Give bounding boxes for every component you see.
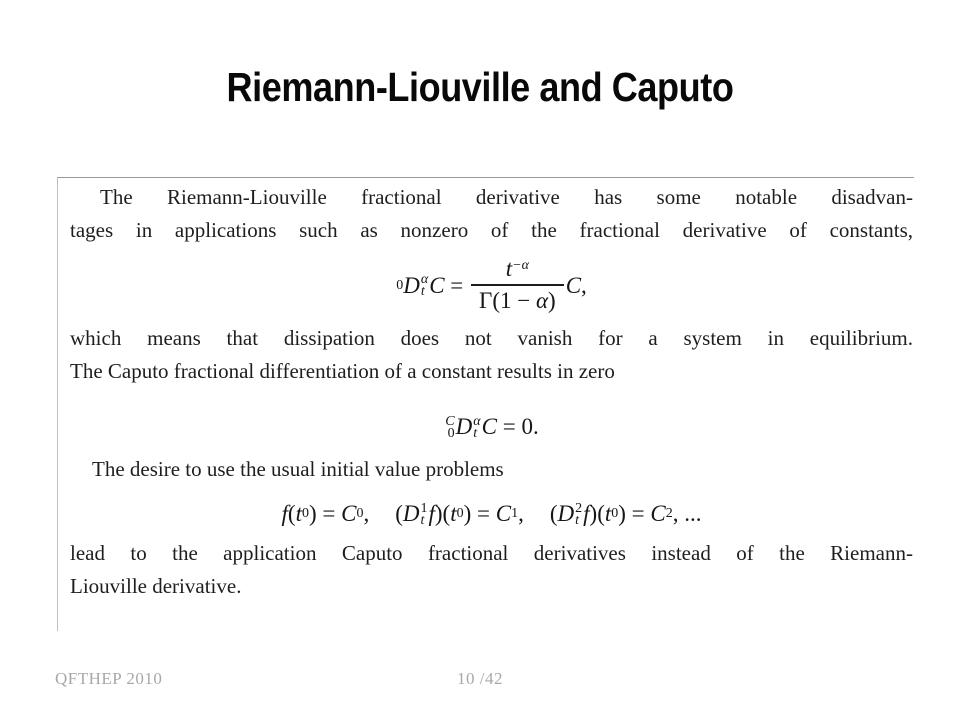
ivp3-c-subscript: 2	[665, 506, 673, 522]
caputo-prescript-stack	[445, 413, 455, 441]
rl-denominator-gamma: Γ(1 −	[479, 288, 536, 314]
formula-riemann-liouville	[70, 256, 913, 315]
paragraph-2-line-1: which means that dissipation does not vanish for a system in equilibrium.	[70, 325, 913, 350]
caputo-rhs: 0.	[521, 414, 539, 440]
paragraph-1-line-2: tages in applications such as nonzero of the fractional derivative of constants,	[70, 218, 913, 242]
ivp2-t-subscript: 0	[456, 506, 464, 522]
rl-fraction	[471, 256, 564, 315]
ivp1-f: f	[281, 501, 288, 527]
caputo-subscript-t: t	[473, 425, 478, 441]
footer-page-number: 10 /42	[457, 669, 503, 688]
ivp2-c-subscript: 1	[511, 506, 519, 522]
ivp3-t-subscript: 0	[611, 506, 619, 522]
ivp1-t: t	[295, 501, 302, 527]
ivp2-t: t	[450, 501, 457, 527]
rl-equals: =	[444, 272, 470, 298]
ivp3-tail: , ...	[672, 501, 702, 527]
ivp3-c: C	[650, 501, 666, 527]
rl-subscript-t: t	[420, 284, 425, 300]
rl-numerator-t: t	[505, 256, 513, 281]
caputo-equals: =	[496, 414, 522, 440]
ivp3-f: f	[583, 501, 590, 527]
rl-script-stack	[421, 274, 428, 298]
ivp2-d: D	[402, 501, 420, 527]
ivp1-equals: ) =	[308, 501, 342, 527]
formula-caputo	[70, 400, 913, 444]
caputo-prescript-zero: 0	[447, 425, 455, 441]
ivp3-subscript-t: t	[575, 512, 580, 528]
ivp3-mid: )(	[589, 501, 605, 527]
ivp1-c-subscript: 0	[356, 506, 364, 522]
rl-denominator-alpha: α	[535, 288, 549, 314]
ivp2-c: C	[495, 501, 512, 527]
ivp3-t: t	[604, 501, 612, 527]
content-frame	[57, 177, 914, 631]
content-text-column	[70, 181, 913, 603]
ivp3-d: D	[557, 501, 575, 527]
rl-numerator	[500, 256, 535, 284]
paragraph-2-line-2: The Caputo fractional differentiation of a constant results in zero	[70, 358, 615, 383]
ivp-term-3	[550, 497, 702, 530]
formula-initial-values	[70, 497, 913, 530]
formula-rl-row	[396, 256, 587, 315]
formula-caputo-row	[444, 410, 538, 443]
rl-tail-c: C	[565, 272, 582, 298]
caputo-script-stack	[473, 413, 481, 441]
rl-denominator-close: )	[548, 288, 556, 314]
ivp2-f: f	[428, 501, 435, 527]
slide-title	[0, 64, 960, 111]
ivp3-open: (	[549, 501, 558, 527]
ivp-term-2	[395, 497, 524, 530]
rl-numerator-exponent: −α	[512, 258, 529, 273]
paragraph-1-line-1: The Riemann-Liouville fractional derivative has some notable disadvan-	[100, 185, 913, 209]
paragraph-3-line-1: The desire to use the usual initial value problems	[92, 457, 504, 482]
ivp1-open: (	[287, 501, 296, 527]
ivp1-t-subscript: 0	[301, 506, 309, 522]
ivp1-comma: ,	[363, 501, 370, 527]
caputo-operator-d: D	[455, 414, 473, 440]
ivp3-superscript-2: 2	[575, 500, 583, 516]
ivp3-equals: ) =	[618, 501, 651, 527]
ivp2-comma: ,	[518, 501, 524, 527]
rl-denominator	[471, 284, 564, 314]
rl-operator-d: D	[403, 272, 420, 298]
caputo-prescript-c: C	[445, 413, 455, 429]
rl-superscript-alpha: α	[420, 272, 429, 288]
rl-tail-comma: ,	[581, 272, 587, 298]
ivp2-superscript-1: 1	[420, 500, 428, 516]
ivp3-script-stack	[575, 500, 583, 528]
rl-prescript-zero: 0	[396, 277, 404, 293]
ivp2-equals: ) =	[463, 501, 496, 527]
ivp-term-1	[282, 497, 370, 530]
caputo-superscript-alpha: α	[473, 413, 481, 429]
ivp2-open: (	[395, 501, 403, 527]
paragraph-4-line-1: lead to the application Caputo fractional derivatives instead of the Riemann-	[70, 541, 913, 566]
slide-title-text: Riemann-Liouville and Caputo	[226, 64, 734, 110]
ivp2-mid: )(	[434, 501, 451, 527]
footer-conference-label: QFTHEP 2010	[55, 669, 163, 688]
rl-operand-c: C	[429, 272, 445, 298]
ivp1-c: C	[341, 501, 357, 527]
caputo-operand-c: C	[481, 414, 497, 440]
ivp2-subscript-t: t	[420, 512, 425, 528]
ivp2-script-stack	[420, 500, 428, 528]
paragraph-4-line-2: Liouville derivative.	[70, 574, 242, 599]
